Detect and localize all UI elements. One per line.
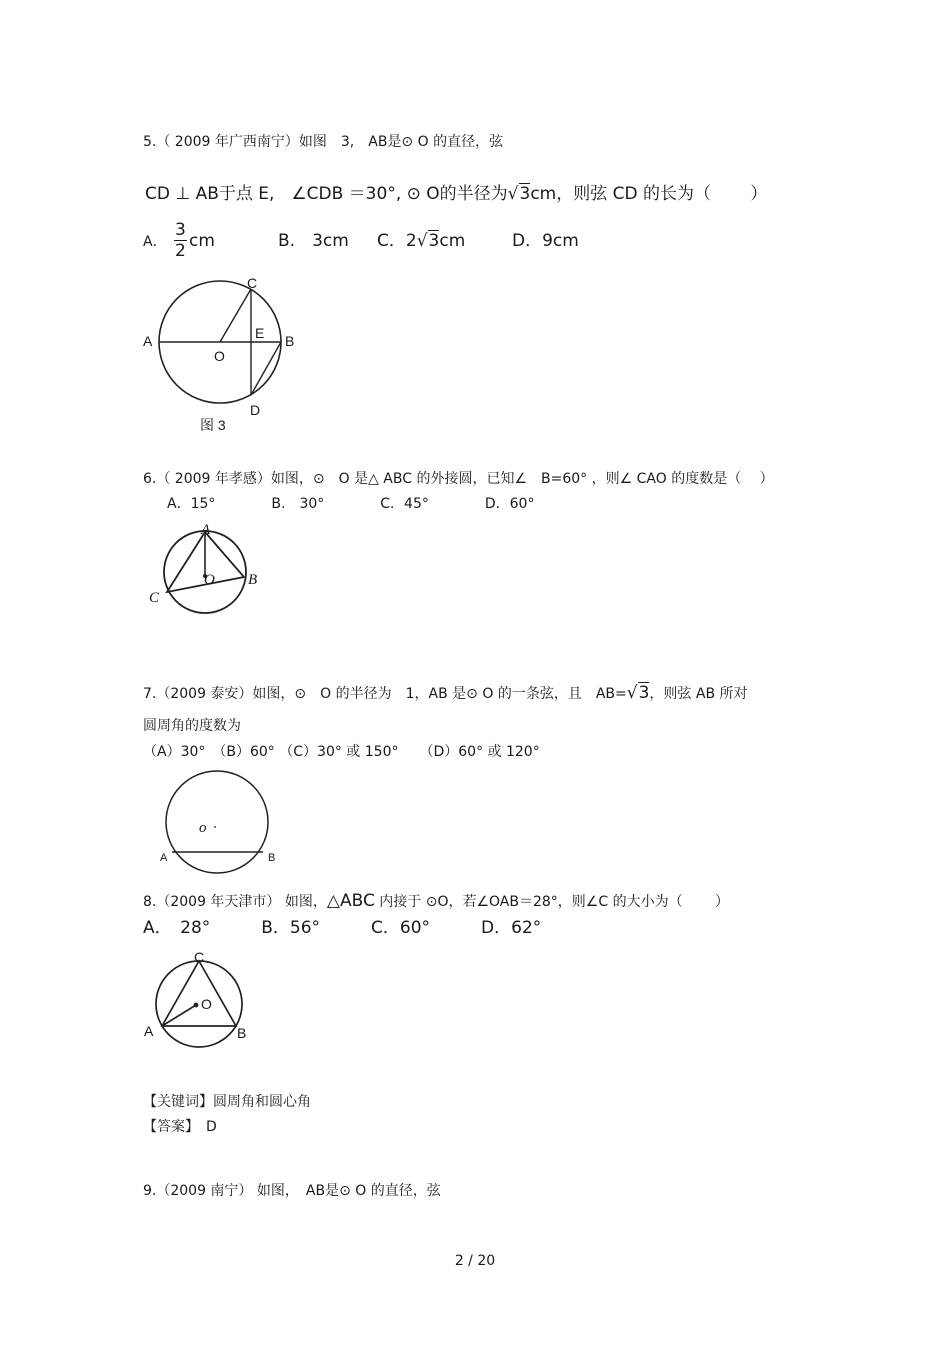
label-c: C <box>247 275 258 291</box>
q7-line1: 7.（2009 泰安）如图，⊙ O 的半径为 1，AB 是⊙ O 的一条弦，且 AB=√3，则弦 AB 所对 <box>143 683 748 703</box>
label-a: A <box>160 852 168 864</box>
chord-db <box>251 342 281 395</box>
label-b: B <box>248 572 258 588</box>
label-c: C <box>194 949 205 965</box>
q6-figure <box>145 522 270 614</box>
label-b: B <box>268 852 276 864</box>
label-o: O <box>214 348 225 364</box>
label-a: A <box>143 333 153 349</box>
circle-shape <box>166 771 268 873</box>
figure-caption: 图 3 <box>200 417 226 433</box>
answer-line: 【答案】 D <box>143 1119 217 1135</box>
center-dot <box>194 1003 199 1008</box>
q9-line1: 9.（2009 南宁） 如图， AB是⊙ O 的直径，弦 <box>143 1183 441 1199</box>
q8-options: A． 28° B．56° C．60° D．62° <box>143 918 542 938</box>
q5-line2: CD ⊥ AB于点 E, ∠CDB ＝30°, ⊙ O的半径为√3cm，则弦 CD 的长为（ ） <box>145 184 768 204</box>
q8-line1: 8.（2009 年天津市） 如图，△ABC 内接于 ⊙O，若∠OAB＝28°，则∠C 的大小为（ ） <box>143 891 730 911</box>
keywords-line: 【关键词】圆周角和圆心角 <box>143 1094 311 1110</box>
q5-option-a-fraction: $\frac{3}{2}$ <box>175 220 186 261</box>
label-c: C <box>149 590 160 606</box>
q5-option-a-unit: cm <box>189 231 215 251</box>
triangle-abc <box>162 961 236 1026</box>
q6-options: A．15° B. 30° C．45° D．60° <box>167 496 535 512</box>
q5-option-c: C．2√3cm <box>377 231 466 251</box>
q5-figure <box>140 272 310 437</box>
label-b: B <box>237 1025 247 1041</box>
sqrt-symbol: √3 <box>507 184 531 204</box>
radius-oc <box>220 289 251 342</box>
q5-option-b: B. 3cm <box>278 231 349 251</box>
center-dot <box>214 826 216 828</box>
circle-shape <box>156 961 242 1047</box>
label-o: o <box>199 820 207 836</box>
label-o: O <box>204 572 215 588</box>
label-o: O <box>201 996 212 1012</box>
q7-options: （A）30° （B）60° （C）30° 或 150° （D）60° 或 120° <box>143 744 540 760</box>
q6-line1: 6.（ 2009 年孝感）如图，⊙ O 是△ ABC 的外接圆，已知∠ B=60° ，则∠ CAO 的度数是（ ） <box>143 471 774 487</box>
label-a: A <box>144 1023 154 1039</box>
q7-figure <box>155 770 285 870</box>
q7-line2: 圆周角的度数为 <box>143 718 241 734</box>
label-b: B <box>285 333 295 349</box>
label-d: D <box>250 402 261 418</box>
q8-figure <box>140 948 255 1048</box>
label-e: E <box>255 325 265 341</box>
q5-option-a-label: A． <box>143 234 167 250</box>
q5-line1: 5.（ 2009 年广西南宁）如图 3, AB是⊙ O 的直径，弦 <box>143 134 504 150</box>
label-a: A <box>201 522 211 538</box>
page-number: 2 / 20 <box>454 1253 496 1269</box>
q5-option-d: D．9cm <box>512 231 579 251</box>
